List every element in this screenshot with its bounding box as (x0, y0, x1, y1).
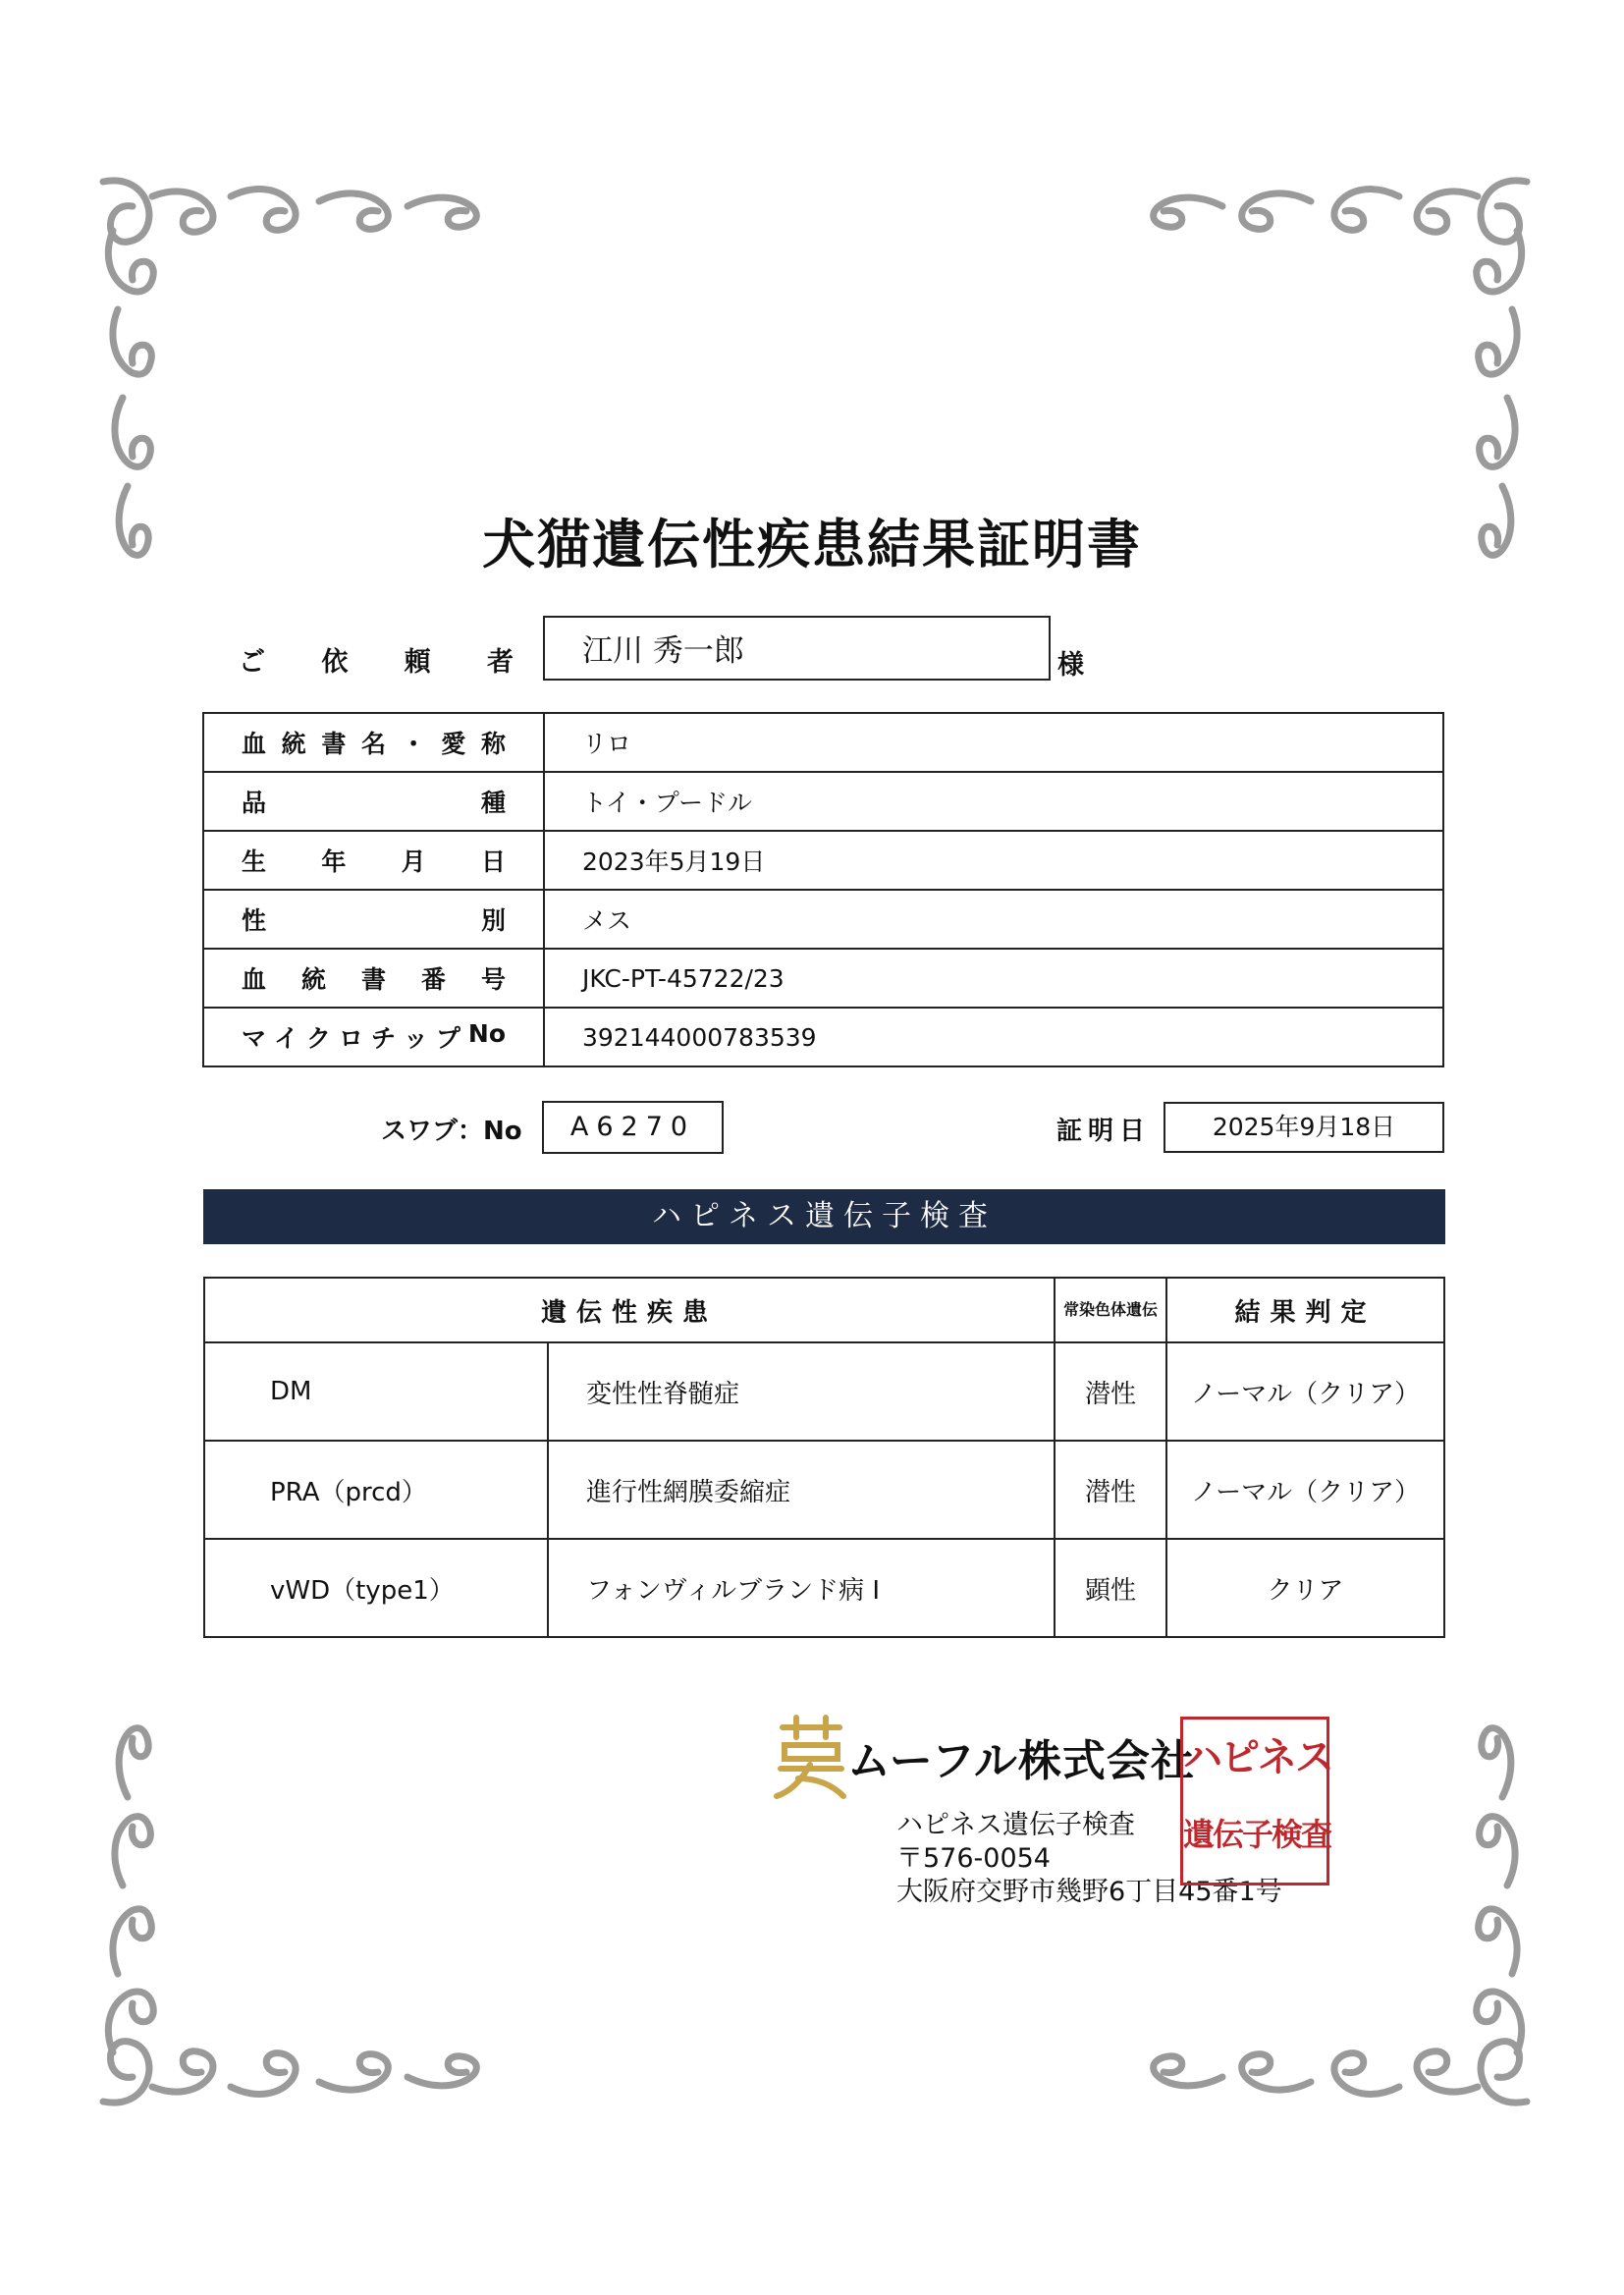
results-header-row (204, 1278, 1444, 1342)
info-label-spread (242, 960, 506, 996)
label-char: 品 (242, 789, 267, 817)
info-row-pedigree-number (203, 949, 1443, 1008)
label-char: 番 (420, 965, 446, 994)
label-char: ロ (338, 1024, 363, 1053)
requester-name: 江川 秀一郎 (582, 633, 744, 669)
info-value: メス (544, 890, 1443, 949)
requester-label-char: 頼 (404, 647, 431, 678)
results-row (204, 1539, 1444, 1637)
label-char: ク (305, 1024, 331, 1053)
disease-name: 進行性網膜委縮症 (548, 1441, 1055, 1539)
label-char: 愛 (441, 730, 466, 758)
label-char: 日 (480, 847, 506, 876)
label-char: 別 (480, 906, 506, 935)
label-char: マ (242, 1024, 267, 1053)
info-label (203, 772, 544, 831)
results-table (203, 1277, 1445, 1638)
info-label-spread (242, 725, 506, 760)
info-value: リロ (544, 713, 1443, 772)
requester-suffix: 様 (1057, 650, 1084, 681)
label-char: イ (273, 1024, 298, 1053)
stamp-line: ハピネス (1183, 1734, 1332, 1780)
disease-code: PRA（prcd） (204, 1441, 548, 1539)
label-char: 性 (242, 906, 267, 935)
issuer-address: 大阪府交野市幾野6丁目45番1号 (896, 1877, 1282, 1907)
stamp-line: 遺伝子検査 (1183, 1816, 1331, 1853)
requester-label (239, 640, 514, 679)
label-char: プ (435, 1024, 460, 1053)
info-label-spread (242, 1019, 506, 1055)
inheritance-type: 顕性 (1055, 1539, 1166, 1637)
results-row (204, 1342, 1444, 1441)
requester-label-char: ご (239, 647, 265, 678)
disease-code: vWD（type1） (204, 1539, 548, 1637)
issuer-department: ハピネス遺伝子検査 (896, 1810, 1135, 1840)
dog-info-table (202, 712, 1444, 1067)
info-label (203, 890, 544, 949)
document-title: 犬猫遺伝性疾患結果証明書 (482, 514, 1142, 575)
label-char: ッ (403, 1024, 428, 1053)
results-row (204, 1441, 1444, 1539)
info-value: JKC-PT-45722/23 (544, 949, 1443, 1008)
info-row-microchip (203, 1008, 1443, 1066)
info-row-pedigree-name (203, 713, 1443, 772)
company-seal-stamp (1180, 1717, 1332, 1885)
header-result: 結果判定 (1166, 1278, 1444, 1342)
disease-name: フォンヴィルブランド病 I (548, 1539, 1055, 1637)
swab-number: A6270 (542, 1101, 724, 1154)
info-value: 392144000783539 (544, 1008, 1443, 1066)
info-label (203, 713, 544, 772)
info-label (203, 1008, 544, 1066)
label-char: 名 (360, 730, 386, 758)
disease-name: 変性性脊髄症 (548, 1342, 1055, 1441)
label-char: 書 (321, 730, 347, 758)
label-char: 生 (242, 847, 267, 876)
info-row-breed (203, 772, 1443, 831)
swab-label: スワブ：No (381, 1117, 522, 1146)
label-char: 書 (360, 965, 386, 994)
dream-logo-icon (771, 1714, 851, 1800)
certificate-date-label: 証明日 (1056, 1117, 1152, 1146)
info-label (203, 949, 544, 1008)
label-char: 統 (300, 965, 326, 994)
info-value: トイ・プードル (544, 772, 1443, 831)
issuer-postal-code: 〒576-0054 (896, 1843, 1051, 1874)
label-char: 血 (242, 730, 267, 758)
info-row-birthdate (203, 831, 1443, 890)
label-char: 種 (480, 789, 506, 817)
requester-label-char: 依 (321, 647, 349, 678)
result-verdict: クリア (1166, 1539, 1444, 1637)
certificate-date: 2025年9月18日 (1164, 1102, 1444, 1153)
info-label-spread (242, 843, 506, 878)
result-verdict: ノーマル（クリア） (1166, 1342, 1444, 1441)
inheritance-type: 潜性 (1055, 1441, 1166, 1539)
info-label (203, 831, 544, 890)
label-char: 血 (242, 965, 267, 994)
requester-label-char: 者 (486, 647, 514, 678)
label-char: ・ (401, 730, 426, 758)
section-band: ハピネス遺伝子検査 (203, 1189, 1445, 1244)
header-inheritance: 常染色体遺伝 (1055, 1278, 1166, 1342)
result-verdict: ノーマル（クリア） (1166, 1441, 1444, 1539)
label-char: 月 (401, 847, 426, 876)
info-row-sex (203, 890, 1443, 949)
disease-code: DM (204, 1342, 548, 1441)
label-char: 称 (480, 730, 506, 758)
label-char: No (467, 1019, 506, 1048)
label-char: 号 (480, 965, 506, 994)
requester-name-box (543, 616, 1051, 681)
label-char: 年 (321, 847, 347, 876)
info-value: 2023年5月19日 (544, 831, 1443, 890)
info-label-spread (242, 784, 506, 819)
company-name: ムーフル株式会社 (847, 1736, 1195, 1786)
company-logo (771, 1714, 1195, 1800)
ornament-corner-bottom-left (93, 1679, 584, 2111)
inheritance-type: 潜性 (1055, 1342, 1166, 1441)
label-char: 統 (281, 730, 306, 758)
label-char: チ (370, 1024, 396, 1053)
header-disease: 遺伝性疾患 (204, 1278, 1055, 1342)
info-label-spread (242, 902, 506, 937)
